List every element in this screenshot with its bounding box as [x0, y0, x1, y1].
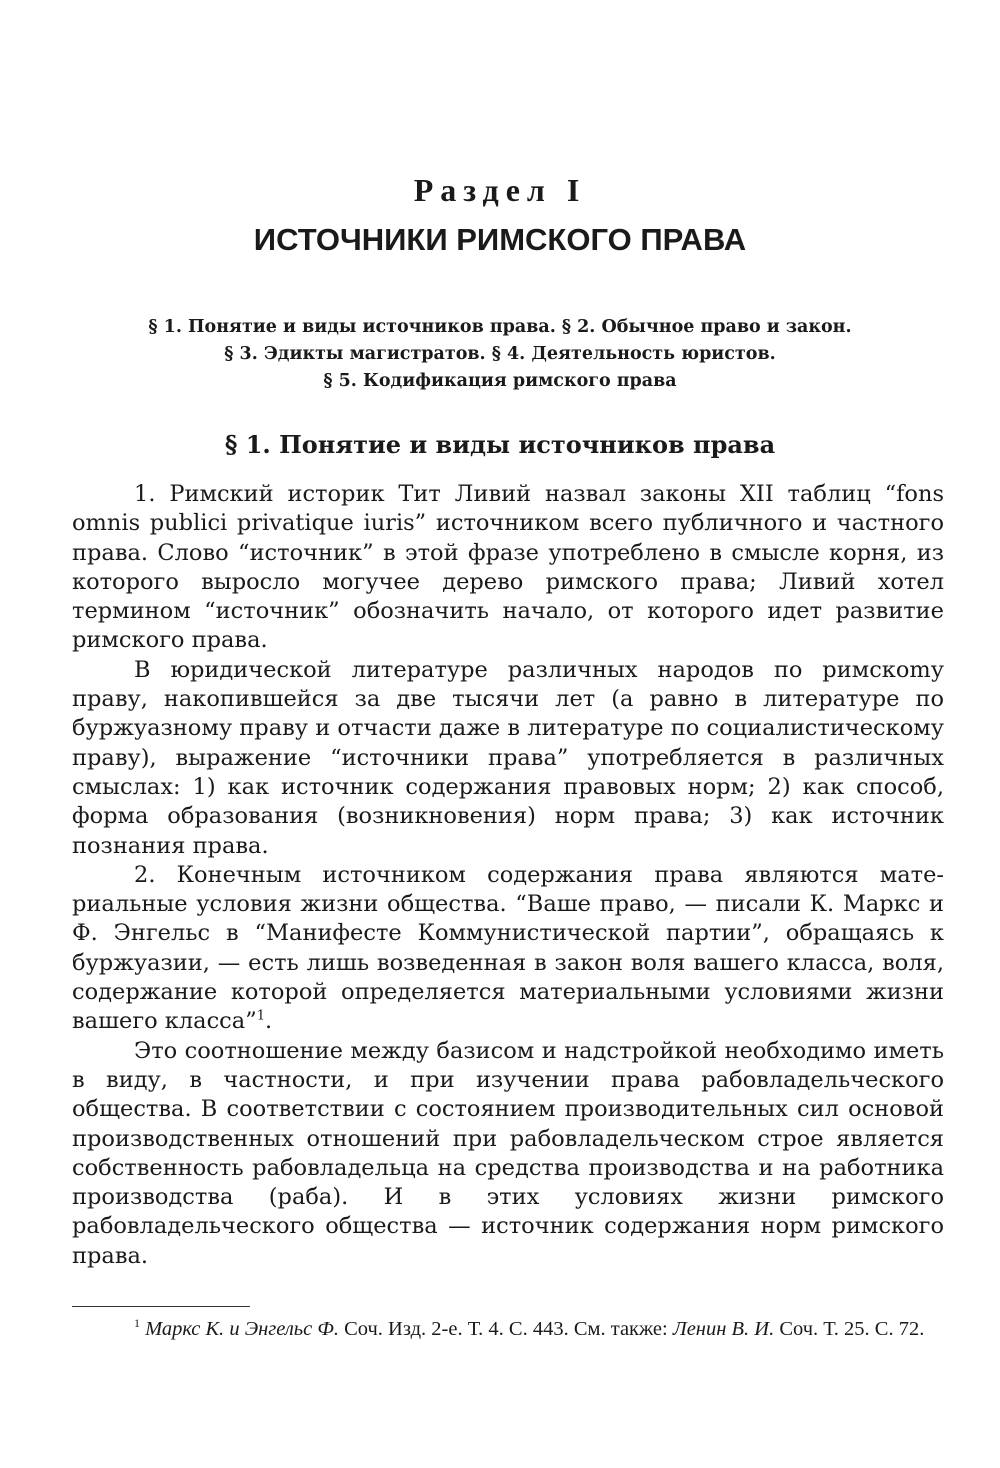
footnote-divider	[72, 1306, 250, 1307]
paragraph	[72, 656, 944, 861]
footnote-author: Энгельс Ф.	[244, 1318, 339, 1340]
contents-line: § 3. Эдикты магистратов. § 4. Деятельность юристов.	[224, 344, 776, 364]
footnote-conjunction: и	[224, 1318, 245, 1340]
contents-line: § 5. Кодификация римского права	[323, 371, 677, 391]
footnote-reference[interactable]: 1	[256, 1008, 265, 1024]
contents-line: § 1. Понятие и виды источников права. § 2. Обычное право и закон.	[148, 317, 852, 337]
footnote	[72, 1316, 944, 1343]
paragraph	[72, 1037, 944, 1271]
body-text	[72, 480, 944, 1271]
paragraph: 2. Конечным источником содержания права являются материальные условия жизни общества. “Ваше право, — писали К. Маркс и Ф. Энгельс в “Манифесте Коммунистической партии”, обращаясь к буржуазии, — есть лишь возведенная в закон воля вашего класса, воля, содержание которой определяется материальными условиями жизни вашего класса”$^1$.	[72, 861, 944, 1035]
paragraph-text: В юридической литературе различных народов по римскоmу праву, накопившейся за две тысячи лет (а равно в литературе по буржуазному праву и отчасти даже в литературе по социалистическому праву), выражение “источники права” употребляется в различных смыслах: 1) как источник содержания правовых норм; 2) как способ, форма образования (возникновения) норм права; 3) как источник познания права.	[72, 656, 944, 859]
paragraph	[72, 480, 944, 656]
footnote-number: 1	[134, 1316, 140, 1331]
paragraph-text: Это соотношение между базисом и надстройкой необходимо иметь в виду, в частности, и при изучении права рабовладельческого общества. В соответствии с состоянием производительных сил основой производственных отношений при рабовладельческом строе является собственность рабовладельца на средства производства и на работника производства (раба). И в этих условиях жизни римского рабовладельческого общества — источник содержания норм римского права.	[72, 1037, 944, 1269]
part-label: Раздел I	[413, 172, 587, 208]
section-contents-list	[0, 314, 1000, 395]
footnote-author: Ленин В. И.	[672, 1318, 775, 1340]
paragraph-text: 1. Римский историк Тит Ливий назвал законы XII таблиц “fons omnis publici privatique iuris” источником всего публичного и частного права. Слово “источник” в этой фразе употреблено в смысле корня, из которого выросло могучее дерево римского права; Ливий хотел термином “источник” обозначить начало, от которого идет развитие римского права.	[72, 481, 944, 654]
footnote-reference-text: Соч. Изд. 2-е. Т. 4. С. 443. См. также:	[338, 1318, 673, 1340]
paragraph-text: 2. Конечным источником содержания права являются материальные условия жизни общества. “Ваше право, — писали К. Маркс и Ф. Энгельс в “Манифесте Коммунистической партии”, обращаясь к буржуазии, — есть лишь возведенная в закон воля вашего класса, воля, содержание которой определяется материальными условиями жизни вашего класса”	[72, 861, 944, 1035]
footnote-author: Маркс К.	[145, 1318, 225, 1340]
part-title: ИСТОЧНИКИ РИМСКОГО ПРАВА	[253, 222, 747, 257]
section-heading: § 1. Понятие и виды источников права	[224, 430, 776, 459]
footnote-reference-text: Соч. Т. 25. С. 72.	[774, 1318, 925, 1340]
